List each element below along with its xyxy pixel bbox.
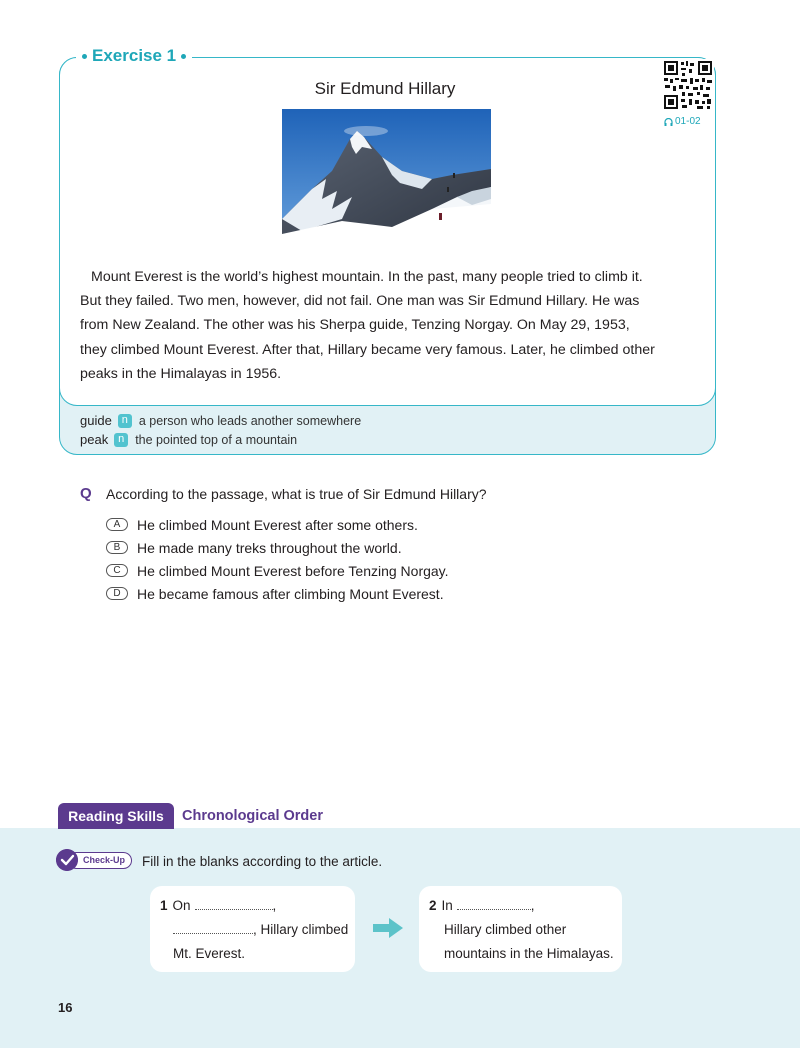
checkup-instruction: Fill in the blanks according to the article. [142,854,383,869]
option-c[interactable]: C He climbed Mount Everest before Tenzing Norgay. [106,559,449,582]
blank-input[interactable] [457,898,531,910]
mount-everest-photo [282,109,491,247]
timeline-card-2: 2 In , Hillary climbed other mountains in the Himalayas. [419,886,622,972]
dot-icon [82,54,87,59]
option-letter: C [106,564,128,577]
question-marker: Q [80,485,92,502]
page-number: 16 [58,1000,73,1015]
part-of-speech-badge: n [118,414,132,428]
checkmark-icon [56,849,78,871]
blank-input[interactable] [195,898,273,910]
option-letter: A [106,518,128,531]
exercise-label: Exercise 1 [76,46,192,66]
arrow-right-icon [373,918,403,938]
checkup-badge: Check-Up [56,849,132,871]
option-d[interactable]: D He became famous after climbing Mount Everest. [106,582,449,605]
audio-track[interactable]: 01-02 [664,116,701,127]
passage-text: Mount Everest is the world’s highest mountain. In the past, many people tried to climb it. But they failed. Two men, however, did not fail. One man was Sir Edmund Hillary. He was from New Zealand. The other was his Sherpa guide, Tenzing Norgay. On May 29, 1953, they climbed Mount Everest. After that, Hillary became very famous. Later, he climbed other peaks in the Himalayas in 1956. [80,269,655,382]
option-a[interactable]: A He climbed Mount Everest after some others. [106,513,449,536]
answer-options [106,513,449,605]
question-text: According to the passage, what is true of Sir Edmund Hillary? [106,486,487,502]
option-letter: D [106,587,128,600]
passage-title: Sir Edmund Hillary [314,79,456,98]
glossary-item: peak n the pointed top of a mountain [80,431,298,447]
glossary [80,412,361,449]
reading-skills-title: Chronological Order [182,808,323,824]
headphones-icon [664,118,673,126]
glossary-item: guide n a person who leads another somewhere [80,413,362,428]
timeline-card-1: 1 On , , Hillary climbed Mt. Everest. [150,886,355,972]
option-letter: B [106,541,128,554]
qr-code-icon[interactable] [662,59,714,111]
part-of-speech-badge: n [114,433,128,447]
dot-icon [181,54,186,59]
blank-input[interactable] [173,922,253,934]
option-b[interactable]: B He made many treks throughout the world. [106,536,449,559]
reading-skills-tab: Reading Skills [58,803,174,829]
